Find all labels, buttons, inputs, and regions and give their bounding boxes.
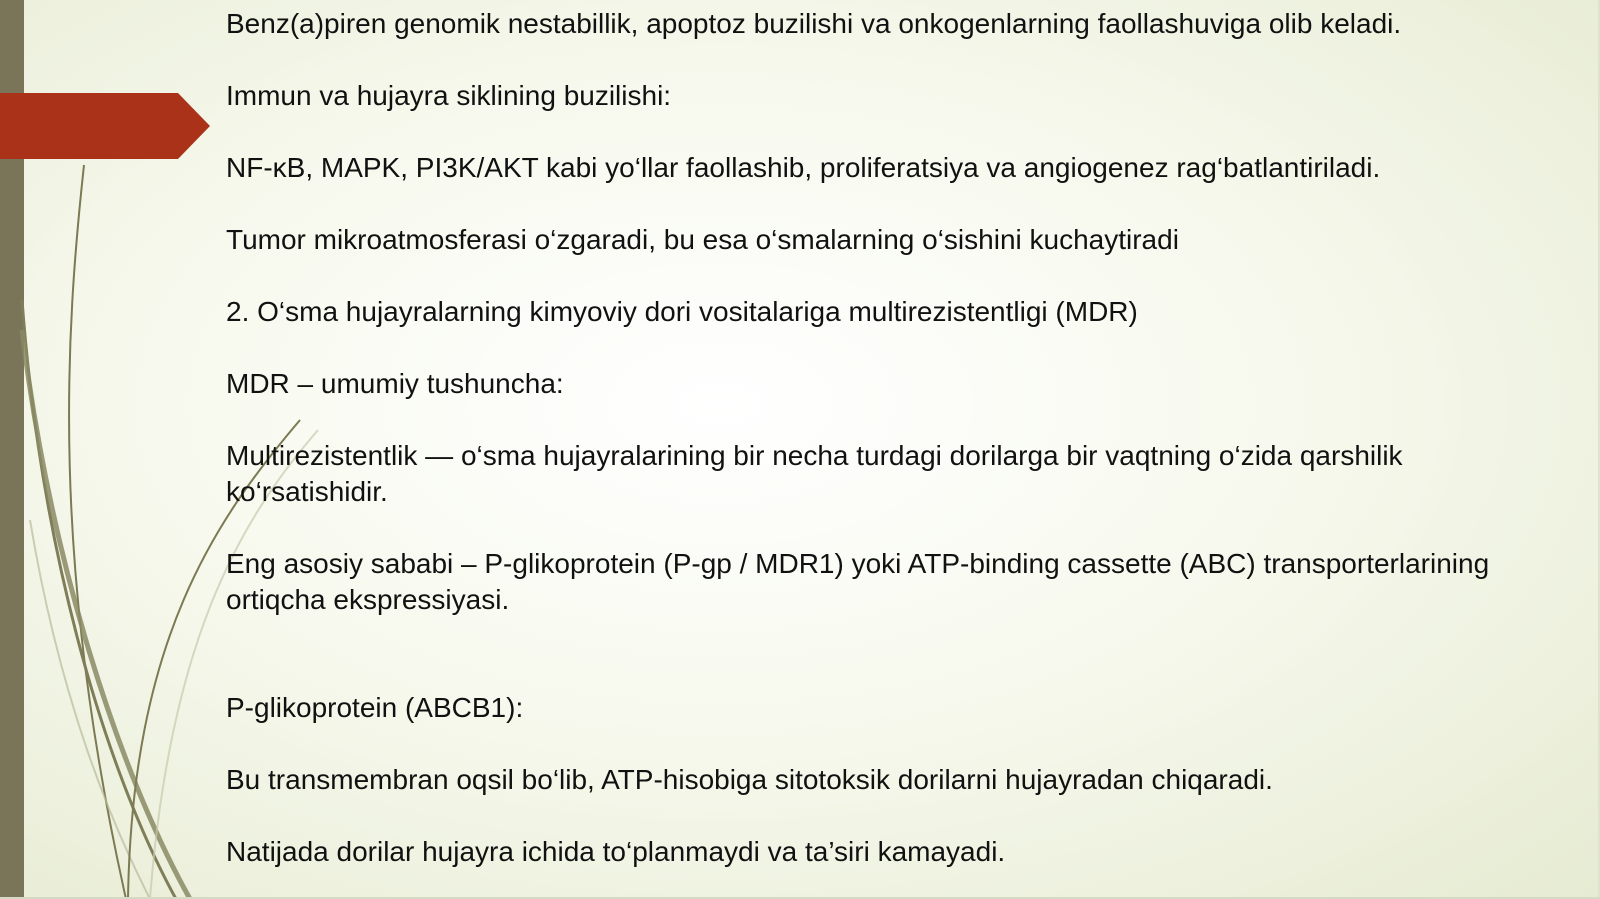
paragraph-6: MDR – umumiy tushuncha: (226, 368, 564, 399)
arrow-tab-icon (0, 93, 210, 159)
paragraph-3: NF-κB, MAPK, PI3K/AKT kabi yo‘llar faollashib, proliferatsiya va angiogenez rag‘batlantiriladi. (226, 152, 1381, 183)
paragraph-9: P-glikoprotein (ABCB1): (226, 692, 524, 723)
section-heading-mdr: 2. O‘sma hujayralarning kimyoviy dori vositalariga multirezistentligi (MDR) (226, 296, 1138, 327)
paragraph-7: Multirezistentlik — o‘sma hujayralarining bir necha turdagi dorilarga bir vaqtning o‘zida qarshilik ko‘rsatishidir. (226, 440, 1403, 507)
paragraph-10: Bu transmembran oqsil bo‘lib, ATP-hisobiga sitotoksik dorilarni hujayradan chiqaradi. (226, 764, 1273, 795)
paragraph-11: Natijada dorilar hujayra ichida to‘planmaydi va ta’siri kamayadi. (226, 836, 1006, 867)
paragraph-4: Tumor mikroatmosferasi o‘zgaradi, bu esa o‘smalarning o‘sishini kuchaytiradi (226, 224, 1179, 255)
paragraph-8: Eng asosiy sababi – P-glikoprotein (P-gp / MDR1) yoki ATP-binding cassette (ABC) transporterlarining ortiqcha ekspressiyasi. (226, 548, 1490, 615)
paragraph-1: Benz(a)piren genomik nestabillik, apoptoz buzilishi va onkogenlarning faollashuviga olib keladi. (226, 8, 1402, 39)
paragraph-2: Immun va hujayra siklining buzilishi: (226, 80, 672, 111)
slide-text-body (226, 6, 1566, 899)
